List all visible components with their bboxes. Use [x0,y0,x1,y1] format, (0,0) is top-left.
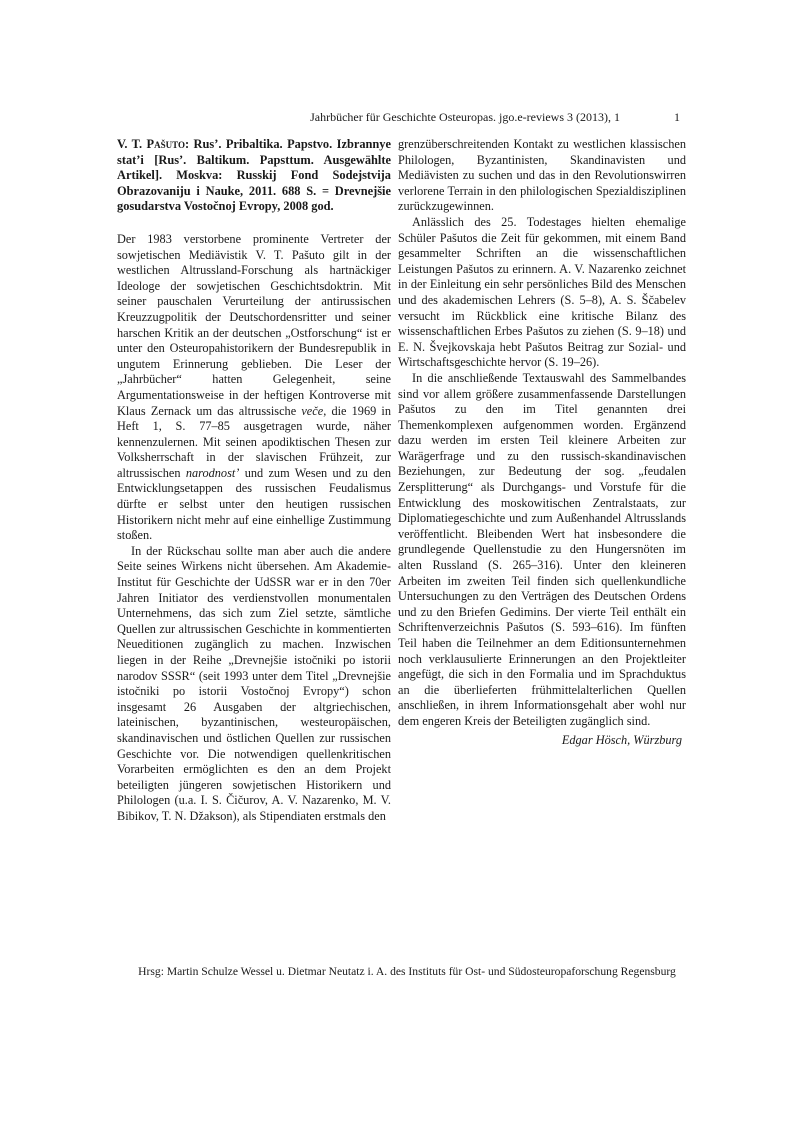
title-author: V. T. Pašuto [117,137,185,151]
term-veche: veče [301,403,324,418]
paragraph-1-part-b: , die 1969 in Heft 1, S. 77–85 ausgetragen wurde, näher kennenzulernen. Mit seinen apodiktischen Thesen zur Volksherrschaft in der slavischen Frühzeit, zur altrussischen [117,403,391,480]
title-bibliographic: : Rus’. Pribaltika. Papstvo. Izbrannye stat’i [Rus’. Baltikum. Papsttum. Ausgewählte Artikel]. Moskva: Russkij Fond Sodejstvija Obrazovaniju i Nauke, 2011. 688 S. = Drevnejšie gosudarstva Vostočnoj Evropy, 2008 god. [117,137,392,214]
right-column [398,137,686,748]
running-head [200,109,680,125]
reviewer-signature: Edgar Hösch, Würzburg [561,732,682,747]
paragraph-2-continued: grenzüberschreitenden Kontakt zu westlichen klassischen Philologen, Byzantinisten, Skandinavisten und Mediävisten zu suchen und das in den Revolutionswirren verlorene Terrain in den philologischen Spezialdisziplinen zurückzugewinnen. [398,137,686,214]
left-column [117,137,391,825]
journal-header: Jahrbücher für Geschichte Osteuropas. jgo.e-reviews 3 (2013), 1 [310,110,620,124]
page-number: 1 [674,110,680,124]
paragraph-4: In die anschließende Textauswahl des Sammelbandes sind vor allem größere zusammenfassende Darstellungen Pašutos zu den im Titel genannten drei Themenkomplexen aufgenommen worden. Ergänzend dazu werden im ersten Teil kleinere Arbeiten zur Warägerfrage und zu den russisch-skandinavischen Beziehungen, zur Bedeutung der sog. „feudalen Zersplitterung“ als Durchgangs- und Vorstufe für die Entwicklung des moskowitischen Zentralstaats, zur Diplomatiegeschichte und zum Außenhandel Altrusslands veröffentlicht. Bleibenden Wert hat insbesondere die grundlegende Quellenstudie zu den Hungersnöten im alten Russland (S. 265–316). Unter den kleineren Arbeiten im zweiten Teil finden sich quellenkundliche Untersuchungen zu den Verträgen des Deutschen Ordens und zu den Briefen Gedimins. Der vierte Teil enthält ein Schriftenverzeichnis Pašutos (S. 593–616). Im fünften Teil haben die Teilnehmer an dem Editionsunternehmen noch verklausulierte Erinnerungen an den Projektleiter angefügt, die sich in den Formalia und im Sprachduktus an die überlieferten frühmittelalterlichen Quellen anschließen, in ihrem Informationsgehalt aber wohl nur dem engeren Kreis der Beteiligten zugänglich sind. [398,370,686,728]
paragraph-1 [117,232,391,544]
paragraph-2: In der Rückschau sollte man aber auch die andere Seite seines Wirkens nicht übersehen. Am Akademie-Institut für Geschichte der UdSSR war er in den 70er Jahren Initiator des verdienstvollen monumentalen Unternehmens, das sich zum Ziel setzte, sämtliche Quellen zur altrussischen Geschichte in kommentierten Neueditionen zugänglich zu machen. Inzwischen liegen in der Reihe „Drevnejšie istočniki po istorii narodov SSSR“ (seit 1993 unter dem Titel „Drevnejšie istočniki po istorii Vostočnoj Evropy“) schon insgesamt 26 Ausgaben der altgriechischen, lateinischen, byzantinischen, westeuropäischen, skandinavischen und östlichen Quellen zur russischen Geschichte vor. Die notwendigen quellenkritischen Vorarbeiten ermöglichten es den an dem Projekt beteiligten jüngeren sowjetischen Historikern und Philologen (u.a. I. S. Čičurov, A. V. Nazarenko, M. V. Bibikov, T. N. Džakson), als Stipendiaten erstmals den [117,543,391,823]
publisher-footer: Hrsg: Martin Schulze Wessel u. Dietmar Neutatz i. A. des Instituts für Ost- und Südosteuropaforschung Regensburg [138,965,676,978]
paragraph-1-part-c: und zum Wesen und zu den Entwicklungsetappen des russischen Feudalismus dürfte er selbst unter den heutigen russischen Historikern nicht mehr auf eine einhellige Zustimmung stoßen. [117,465,391,543]
review-title [117,137,391,215]
term-narodnost: narodnost’ [185,465,240,480]
paragraph-3: Anlässlich des 25. Todestages hielten ehemalige Schüler Pašutos die Zeit für gekommen, mit einem Band gesammelter Schriften an die wissenschaftlichen Leistungen Pašutos zu erinnern. A. V. Nazarenko zeichnet in der Einleitung ein sehr persönliches Bild des Menschen und des akademischen Lehrers (S. 5–8), A. S. Ščabelev versucht im Rückblick eine kritische Bilanz des wissenschaftlichen Erbes Pašutos zu ziehen (S. 9–18) und E. N. Švejkovskaja hebt Pašutos Beitrag zur Sozial- und Wirtschaftsgeschichte hervor (S. 19–26). [398,214,686,370]
paragraph-1-part-a: Der 1983 verstorbene prominente Vertreter der sowjetischen Mediävistik V. T. Pašuto gilt in der westlichen Altrussland-Forschung als hartnäckiger Ideologe der sowjetischen Geschichtsdoktrin. Mit seiner pauschalen Verurteilung der antirussischen Kreuzzugpolitik der Deutschordensritter und seiner harschen Kritik an der deutschen „Ostforschung“ ist er unter den Osteuropahistorikern der Bundesrepublik in ungutem Erinnerung geblieben. Die Leser der „Jahrbücher“ hatten Gelegenheit, seine Argumentationsweise in der heftigen Kontroverse mit Klaus Zernack um das altrussische [117,231,391,418]
